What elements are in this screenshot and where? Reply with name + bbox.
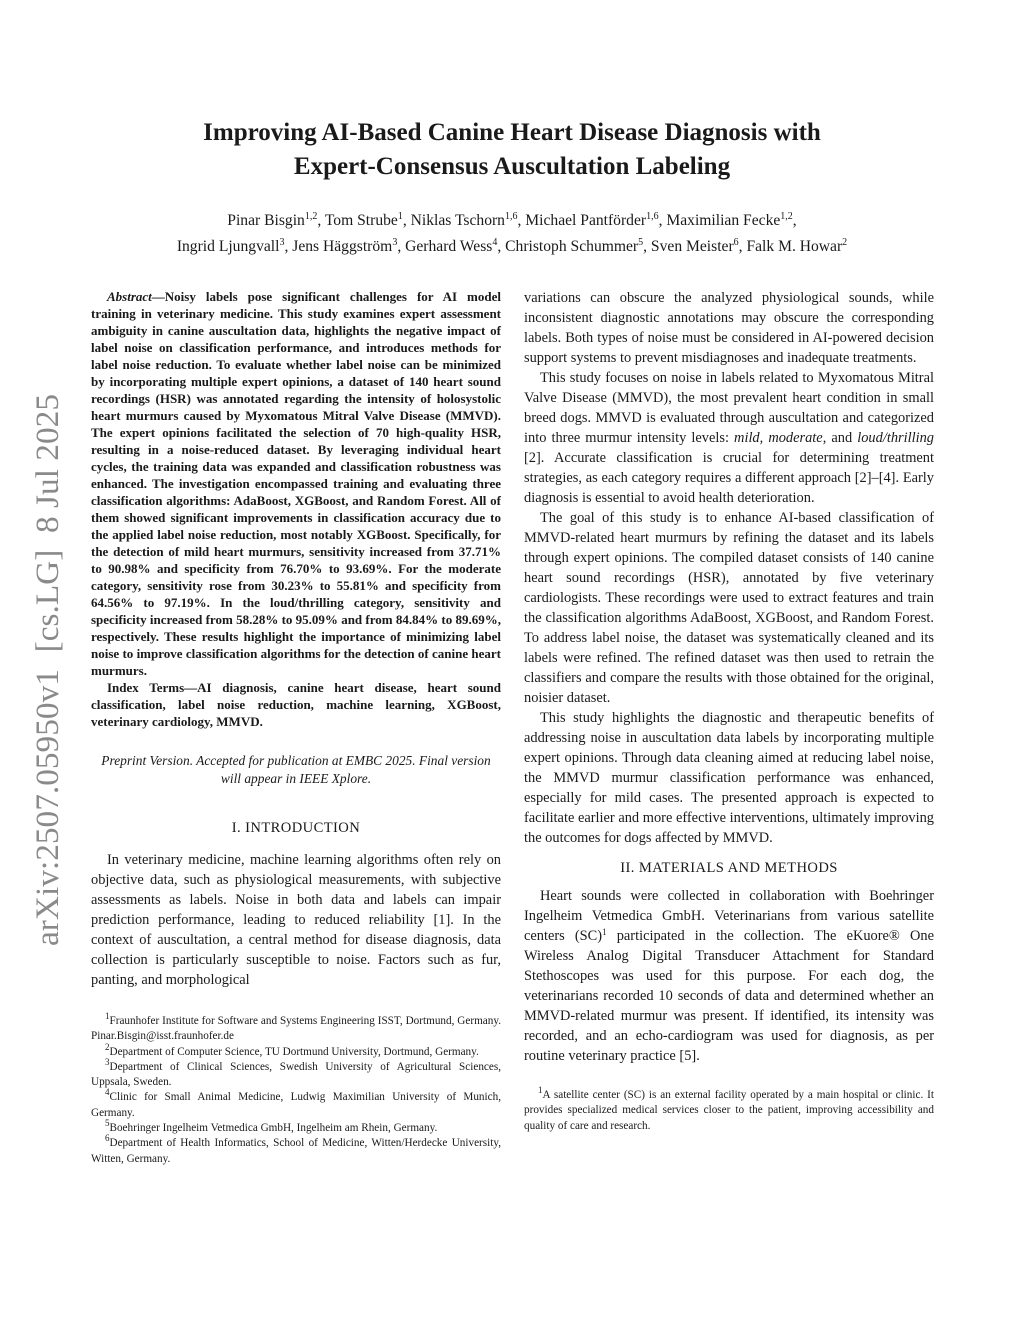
footnote-text: A satellite center (SC) is an external facility operated by a main hospital or clinic. It provides specialized medical services closer to the patient, improving accessibility and quality of care and research. [524,1089,934,1132]
footnote-text: Department of Computer Science, TU Dortmund University, Dortmund, Germany. [109,1045,479,1058]
author-affiliation: 3 [279,237,285,248]
right-column [524,288,934,1134]
author-name: Ingrid Ljungvall [176,238,280,255]
separator-text: , [759,430,769,446]
paragraph-text: This study focuses on noise in labels related to Myxomatous Mitral Valve Disease (MMVD), the most prevalent heart condition in small breed dogs. MMVD is evaluated through auscultation and categorized into three murmur intensity levels: [524,370,934,446]
author-name: Gerhard Wess [405,238,493,255]
abstract-lead: Abstract [107,289,152,304]
author-name: Tom Strube [324,212,398,229]
footnote-number: 4 [105,1087,110,1098]
author-affiliation: 5 [638,237,644,248]
footnote [91,1011,501,1045]
footnote [91,1133,501,1167]
author-affiliation: 3 [392,237,398,248]
author-name: Niklas Tschorn [410,212,505,229]
paragraph-text: Heart sounds were collected in collaboration with Boehringer Ingelheim Vetmedica GmbH. Veterinarians from various satellite centers (SC) [524,888,934,944]
section-heading-methods: II. MATERIALS AND METHODS [620,860,838,876]
footnote-text: Clinic for Small Animal Medicine, Ludwig Maximilian University of Munich, Germany. [91,1091,501,1119]
paragraph-text: participated in the collection. The eKuore® One Wireless Analog Digital Transducer Attachment for Standard Stethoscopes was used for this purpose. For each dog, the veterinarians recorded 10 seconds of data and determined whether an MMVD-related murmur was present. If identified, its intensity was recorded, and an echo-cardiogram was used for diagnosis, as per routine veterinary practice [5]. [524,928,934,1064]
footnote-number: 1 [105,1011,110,1021]
preprint-note: Preprint Version. Accepted for publication at EMBC 2025. Final version will appear in IEEE Xplore. [101,753,491,786]
footnote [91,1056,501,1091]
author-affiliation: 1,6 [646,211,659,222]
author-affiliation: 6 [733,237,739,248]
author-line-1: Pinar Bisgin$^{1,2}$, Tom Strube$^1$, Niklas Tschorn$^{1,6}$, Michael Pantförder$^{1,6}$, Maximilian Fecke$^{1,2}$, [227,211,797,229]
footnote-number: 6 [105,1133,110,1144]
footnote-marker: 1 [602,927,607,937]
author-name: Pinar Bisgin [227,212,305,229]
body-paragraph [524,368,934,508]
section-heading-introduction: I. INTRODUCTION [231,820,361,836]
title-line-1: Improving AI-Based Canine Heart Disease Diagnosis with [203,119,821,146]
author-line-2: Ingrid Ljungvall$^3$, Jens Häggström$^3$, Gerhard Wess$^4$, Christoph Schummer$^5$, Sven Meister$^6$, Falk M. Howar$^2$ [176,237,848,255]
separator-text: , and [822,430,858,446]
footnote-number: 3 [105,1056,110,1067]
arxiv-stamp [8,390,78,950]
body-paragraph: The goal of this study is to enhance AI-based classification of MMVD-related heart murmurs by refining the dataset and its labels through expert opinions. The compiled dataset consists of 140 canine heart sound recordings (HSR), annotated by five veterinary cardiologists. These recordings were used to extract features and train the classification algorithms AdaBoost, XGBoost, and Random Forest. To address label noise, the dataset was systematically cleaned and its labels were refined. The refined dataset was then used to retrain the classifiers and compare the results with those obtained for the original, noisier dataset. [524,510,934,706]
footnote-text: Fraunhofer Institute for Software and Systems Engineering ISST, Dortmund, Germany. Pinar.Bisgin@isst.fraunhofer.de [91,1015,501,1043]
author-affiliation: 1,2 [304,211,318,222]
abstract [91,288,501,679]
arxiv-stamp-svg [8,390,78,950]
murmur-level-loud: loud/thrilling [857,430,934,446]
abstract-text: —Noisy labels pose significant challenges for AI model training in veterinary medicine. This study examines expert assessment ambiguity in canine auscultation data, highlights the negative impact of label noise on classification performance, and introduces methods for label noise reduction. To evaluate whether label noise can be minimized by incorporating multiple expert opinions, a dataset of 140 heart sound recordings (HSR) was annotated regarding the intensity of holosystolic heart murmurs caused by Myxomatous Mitral Valve Disease (MMVD). The expert opinions facilitated the selection of 70 high-quality HSR, resulting in a noise-reduced dataset. By leveraging individual heart cycles, the training data was expanded and classification robustness was enhanced. The investigation encompassed training and evaluating three classification algorithms: AdaBoost, XGBoost, and Random Forest. All of them showed significant improvements in classification accuracy due to the applied label noise reduction, most notably XGBoost. Specifically, for the detection of mild heart murmurs, sensitivity increased from 37.71% to 90.98% and specificity from 76.70% to 93.69%. For the moderate category, sensitivity rose from 30.23% to 55.81% and specificity from 64.56% to 97.19%. In the loud/thrilling category, sensitivity and specificity increased from 58.28% to 95.09% and from 84.84% to 89.69%, respectively. These results highlight the importance of minimizing label noise to improve classification algorithms for the detection of canine heart murmurs. [91,289,501,678]
footnote-number: 5 [105,1118,110,1129]
murmur-level-moderate: moderate [768,430,823,446]
footnote [91,1041,501,1060]
author-name: Michael Pantförder [525,212,647,229]
author-list [95,208,929,260]
footnote [91,1118,501,1136]
footnote-number: 2 [105,1041,110,1052]
arxiv-identifier: arXiv:2507.05950v1 [cs.LG] 8 Jul 2025 [30,408,66,946]
footnote-text: Department of Clinical Sciences, Swedish University of Agricultural Sciences, Uppsala, Sweden. [91,1060,501,1089]
satellite-center-footnote [524,1085,934,1134]
author-affiliation: 1 [397,211,403,222]
left-column [91,288,501,1167]
murmur-level-mild: mild [734,430,760,446]
author-affiliation: 4 [492,237,498,248]
footnote-number: 1 [538,1085,543,1095]
author-name: Maximilian Fecke [666,212,781,229]
author-affiliation: 1,6 [504,211,518,222]
paragraph-text: [2]. Accurate classification is crucial for determining treatment strategies, as each category requires a different approach [2]–[4]. Early diagnosis is essential to avoid health deterioration. [524,450,934,506]
author-affiliation: 2 [842,237,848,248]
title-line-2: Expert-Consensus Auscultation Labeling [293,153,731,180]
author-name: Christoph Schummer [505,238,639,255]
author-name: Falk M. Howar [746,238,843,255]
footnote-text: Boehringer Ingelheim Vetmedica GmbH, Ingelheim am Rhein, Germany. [109,1122,438,1135]
footnote [91,1087,501,1121]
author-name: Sven Meister [650,238,734,255]
author-name: Jens Häggström [292,238,393,255]
author-affiliation: 1,2 [780,211,793,222]
footnote-text: Department of Health Informatics, School of Medicine, Witten/Herdecke University, Witten, Germany. [91,1137,501,1165]
body-paragraph: variations can obscure the analyzed physiological sounds, while inconsistent diagnostic annotations may obscure the corresponding labels. Both types of noise must be considered in AI-powered decision support systems to prevent misdiagnoses and inadequate treatments. [524,290,934,366]
body-paragraph [524,886,934,1066]
paper-title [110,116,914,184]
body-paragraph: This study highlights the diagnostic and therapeutic benefits of addressing noise in auscultation data labels by incorporating multiple expert opinions. Through data cleaning aimed at reducing label noise, the MMVD murmur classification performance was enhanced, especially for mild cases. The presented approach is expected to facilitate earlier and more effective interventions, ultimately improving the outcomes for dogs affected by MMVD. [524,710,934,846]
affiliation-footnotes [91,1011,501,1167]
body-paragraph: In veterinary medicine, machine learning algorithms often rely on objective data, such as physiological measurements, with subjective assessments as labels. Noise in both data and labels can impair prediction performance, leading to reduced reliability [1]. In the context of auscultation, a central method for disease diagnosis, data collection is particularly susceptible to noise. Factors such as fur, panting, and morphological [91,852,501,988]
index-terms: Index Terms—AI diagnosis, canine heart disease, heart sound classification, label noise reduction, machine learning, XGBoost, veterinary cardiology, MMVD. [91,680,501,729]
